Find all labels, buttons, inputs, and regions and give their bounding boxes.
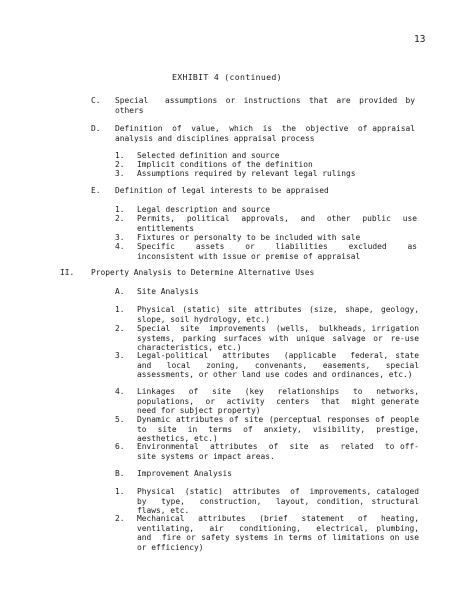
e-item-3-text: Fixtures or personalty to be included with sale <box>137 233 361 242</box>
exhibit-title: EXHIBIT 4 (continued) <box>172 72 282 82</box>
a-item-2-text: Special site improvements (wells, bulkheads, irrigation systems, parking surfaces with unique salvage or re-use characteristics, etc.) <box>137 324 424 353</box>
section-ii-text: Property Analysis to Determine Alternative Uses <box>91 268 315 277</box>
b-item-2-marker: 2. <box>115 514 125 523</box>
a-item-3-marker: 3. <box>115 351 125 360</box>
section-e-text: Definition of legal interests to be appraised <box>115 186 329 195</box>
e-item-4-marker: 4. <box>115 242 125 251</box>
section-ii-marker: II. <box>60 268 75 277</box>
a-item-1-marker: 1. <box>115 305 125 314</box>
b-item-2-text: Mechanical attributes (brief statement of heating, ventilating, air conditioning, electrical, plumbing, and fire or safety systems in terms of limitations on use or efficiency) <box>137 514 429 552</box>
section-d-text: Definition of value, which is the objective of appraisal analysis and disciplines appraisal process <box>115 124 420 143</box>
d-item-3-text: Assumptions required by relevant legal rulings <box>137 169 356 178</box>
section-a-text: Site Analysis <box>137 287 199 296</box>
e-item-4-text: Specific assets or liabilities excluded as inconsistent with issue or premise of appraisal <box>137 242 422 261</box>
a-item-6-marker: 6. <box>115 442 125 451</box>
d-item-1-marker: 1. <box>115 151 125 160</box>
d-item-1-text: Selected definition and source <box>137 151 280 160</box>
e-item-3-marker: 3. <box>115 233 125 242</box>
b-item-1-marker: 1. <box>115 487 125 496</box>
a-item-1-text: Physical (static) site attributes (size, shape, geology, slope, soil hydrology, etc.) <box>137 305 424 324</box>
a-item-5-marker: 5. <box>115 415 125 424</box>
a-item-6-text: Environmental attributes of site as related to off-site systems or impact areas. <box>137 442 419 461</box>
e-item-1-text: Legal description and source <box>137 205 271 214</box>
a-item-3-text: Legal-political attributes (applicable federal, state and local zoning, convenants, easements, special assessments, or other land use codes and ordinances, etc.) <box>137 351 424 380</box>
e-item-2-marker: 2. <box>115 214 125 223</box>
e-item-1-marker: 1. <box>115 205 125 214</box>
a-item-5-text: Dynamic attributes of site (perceptual responses of people to site in terms of anxiety, visibility, prestige, aesthetics, etc.) <box>137 415 424 444</box>
e-item-2-text: Permits, political approvals, and other public use entitlements <box>137 214 422 233</box>
a-item-4-marker: 4. <box>115 387 125 396</box>
section-c-marker: C. <box>91 96 101 105</box>
section-c-text: Special assumptions or instructions that are provided by others <box>115 96 420 115</box>
b-item-1-text: Physical (static) attributes of improvements, cataloged by type, construction, layout, condition, structural flaws, etc. <box>137 487 429 516</box>
a-item-4-text: Linkages of site (key relationships to networks, populations, or activity centers that might generate need for subject property) <box>137 387 424 416</box>
section-b-text: Improvement Analysis <box>137 469 233 478</box>
section-e-marker: E. <box>91 186 101 195</box>
section-b-marker: B. <box>115 469 125 478</box>
page-number: 13 <box>414 34 426 45</box>
section-a-marker: A. <box>115 287 125 296</box>
section-d-marker: D. <box>91 124 101 133</box>
d-item-2-text: Implicit conditions of the definition <box>137 160 313 169</box>
d-item-2-marker: 2. <box>115 160 125 169</box>
a-item-2-marker: 2. <box>115 324 125 333</box>
d-item-3-marker: 3. <box>115 169 125 178</box>
